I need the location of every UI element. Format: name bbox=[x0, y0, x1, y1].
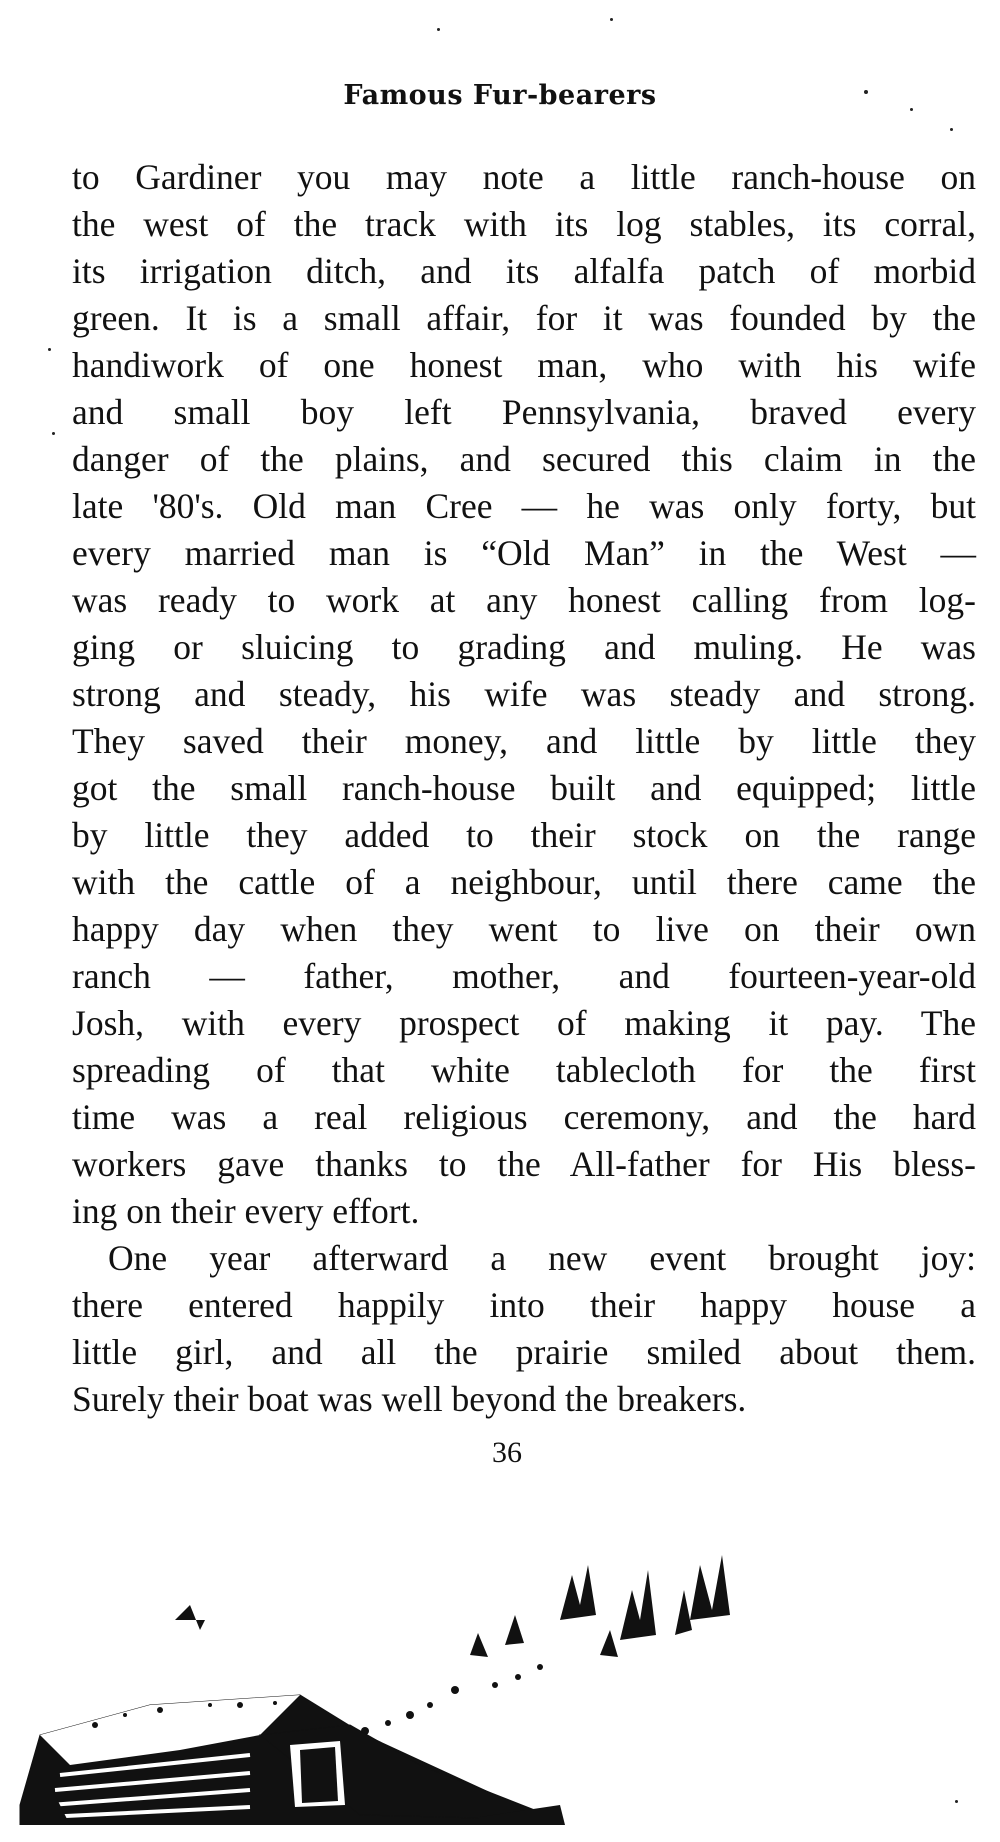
text-line: late '80's. Old man Cree — he was only forty, but bbox=[72, 486, 976, 526]
text-line: One year afterward a new event brought joy: bbox=[108, 1238, 976, 1278]
body-text bbox=[72, 154, 976, 1423]
running-head: Famous Fur-bearers bbox=[343, 80, 657, 111]
text-line: little girl, and all the prairie smiled about them. bbox=[72, 1332, 976, 1372]
text-line: green. It is a small affair, for it was founded by the bbox=[72, 298, 976, 338]
print-speck bbox=[910, 108, 913, 111]
text-line: ging or sluicing to grading and muling. He was bbox=[72, 627, 976, 667]
print-speck bbox=[437, 28, 440, 31]
text-line: strong and steady, his wife was steady and strong. bbox=[72, 674, 976, 714]
print-speck bbox=[955, 1800, 958, 1803]
text-line: spreading of that white tablecloth for the first bbox=[72, 1050, 976, 1090]
text-line: They saved their money, and little by little they bbox=[72, 721, 976, 761]
text-line: time was a real religious ceremony, and the hard bbox=[72, 1097, 976, 1137]
text-line: workers gave thanks to the All-father for His bless- bbox=[72, 1144, 976, 1184]
text-line: and small boy left Pennsylvania, braved every bbox=[72, 392, 976, 432]
text-line: with the cattle of a neighbour, until there came the bbox=[72, 862, 976, 902]
text-line: got the small ranch-house built and equipped; little bbox=[72, 768, 976, 808]
text-line: there entered happily into their happy house a bbox=[72, 1285, 976, 1325]
text-line: happy day when they went to live on their own bbox=[72, 909, 976, 949]
text-line: ranch — father, mother, and fourteen-year-old bbox=[72, 956, 976, 996]
text-line: every married man is “Old Man” in the West — bbox=[72, 533, 976, 573]
trees-icon bbox=[470, 1555, 730, 1657]
text-line: to Gardiner you may note a little ranch-house on bbox=[72, 157, 976, 197]
print-speck bbox=[610, 18, 613, 21]
cabin-icon bbox=[20, 1605, 565, 1825]
text-line: handiwork of one honest man, who with his wife bbox=[72, 345, 976, 385]
print-speck bbox=[48, 348, 51, 351]
text-line: danger of the plains, and secured this claim in the bbox=[72, 439, 976, 479]
paragraph-1 bbox=[72, 154, 976, 1235]
text-line: Surely their boat was well beyond the breakers. bbox=[72, 1379, 747, 1419]
text-line: the west of the track with its log stables, its corral, bbox=[72, 204, 976, 244]
print-speck bbox=[950, 128, 953, 131]
print-speck bbox=[864, 90, 868, 94]
print-speck bbox=[52, 432, 55, 435]
text-line: was ready to work at any honest calling from log- bbox=[72, 580, 976, 620]
paragraph-2 bbox=[72, 1235, 976, 1423]
text-line: Josh, with every prospect of making it pay. The bbox=[72, 1003, 976, 1043]
text-line: by little they added to their stock on the range bbox=[72, 815, 976, 855]
text-line: ing on their every effort. bbox=[72, 1191, 420, 1231]
log-cabin-illustration bbox=[0, 1405, 1000, 1825]
page-number: 36 bbox=[492, 1436, 522, 1469]
text-line: its irrigation ditch, and its alfalfa patch of morbid bbox=[72, 251, 976, 291]
